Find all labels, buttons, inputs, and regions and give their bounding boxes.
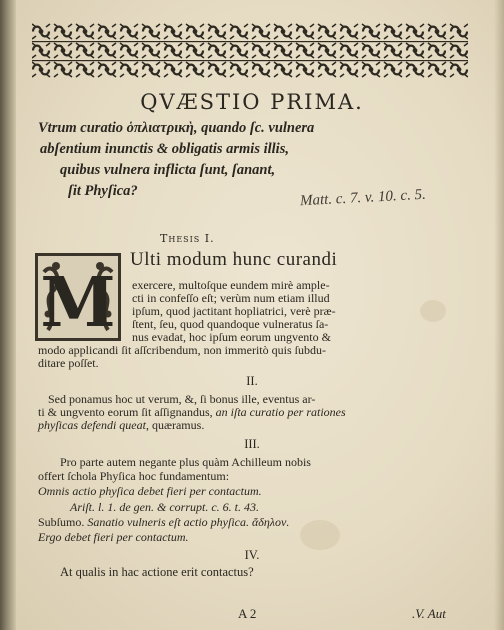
syllogism-major: Omnis actio phyſica debet fieri per contactum. bbox=[38, 484, 262, 498]
question-line: ſit Phyſica? bbox=[68, 183, 138, 199]
catchword: .V. Aut bbox=[412, 606, 446, 621]
syllogism-minor bbox=[38, 516, 289, 529]
question-line: abſentium inunctis & obligatis armis illis, bbox=[40, 141, 289, 157]
thesis-number: Thesis I. bbox=[160, 232, 215, 245]
signature-mark: A 2 bbox=[238, 606, 257, 621]
text-line: offert ſchola Phyſica hoc fundamentum: bbox=[38, 469, 230, 483]
dropcap-letter: M bbox=[40, 263, 116, 342]
italic-run: an iſta curatio per rationes bbox=[215, 405, 346, 419]
text-run: ti & ungvento eorum ſit aſſignandus, bbox=[38, 405, 216, 419]
text-line: modo applicandi ſit aſſcribendum, non immeritò quis ſubdu- bbox=[38, 343, 326, 357]
thesis-number: III. bbox=[244, 437, 260, 451]
thesis-lead-words: Ulti modum hunc curandi bbox=[130, 249, 338, 270]
text-line: exercere, multoſque eundem mirè ample- bbox=[132, 278, 330, 292]
citation: Ariſt. l. 1. de gen. & corrupt. c. 6. t. 43. bbox=[70, 500, 259, 514]
text-line: Sed ponamus hoc ut verum, &, ſi bonus ille, eventus ar- bbox=[48, 392, 316, 406]
text-line bbox=[38, 419, 204, 432]
italic-run: Sanatio vulneris eſt actio phyſica. ἄδηλον. bbox=[87, 515, 290, 529]
text-line: Pro parte autem negante plus quàm Achilleum nobis bbox=[60, 455, 311, 469]
question-line: Vtrum curatio ὁπλιατρικὴ, quando ſc. vulnera bbox=[38, 120, 315, 136]
question-heading: QVÆSTIO PRIMA. bbox=[140, 90, 364, 114]
handwritten-marginal-note: Matt. c. 7. v. 10. c. 5. bbox=[299, 186, 427, 210]
text-line: nus evadat, hoc ipſum eorum ungvento & bbox=[132, 330, 331, 344]
thesis-number: II. bbox=[246, 374, 258, 388]
question-line: quibus vulnera inflicta ſunt, ſanant, bbox=[60, 162, 276, 178]
text-run: , quæramus. bbox=[145, 418, 205, 432]
ornamental-headpiece bbox=[30, 22, 470, 80]
decorated-initial-m bbox=[34, 252, 122, 342]
italic-run: phyſicas defendi queat bbox=[38, 418, 146, 432]
text-line: At qualis in hac actione erit contactus? bbox=[60, 565, 254, 579]
syllogism-conclusion: Ergo debet fieri per contactum. bbox=[38, 530, 189, 544]
text-line: ſtent, ſeu, quod quandoque vulneratus ſa- bbox=[132, 317, 329, 331]
foxing-stain bbox=[300, 520, 340, 550]
text-line: ditare poſſet. bbox=[38, 356, 99, 370]
text-line: ipſum, quod jactitant hopliatrici, verè præ- bbox=[132, 304, 336, 318]
thesis-number: IV. bbox=[244, 548, 260, 562]
text-line: cti in confeſſo eſt; verùm num etiam illud bbox=[132, 291, 330, 305]
foxing-stain bbox=[420, 300, 446, 322]
text-run: Subſumo. bbox=[38, 515, 88, 529]
